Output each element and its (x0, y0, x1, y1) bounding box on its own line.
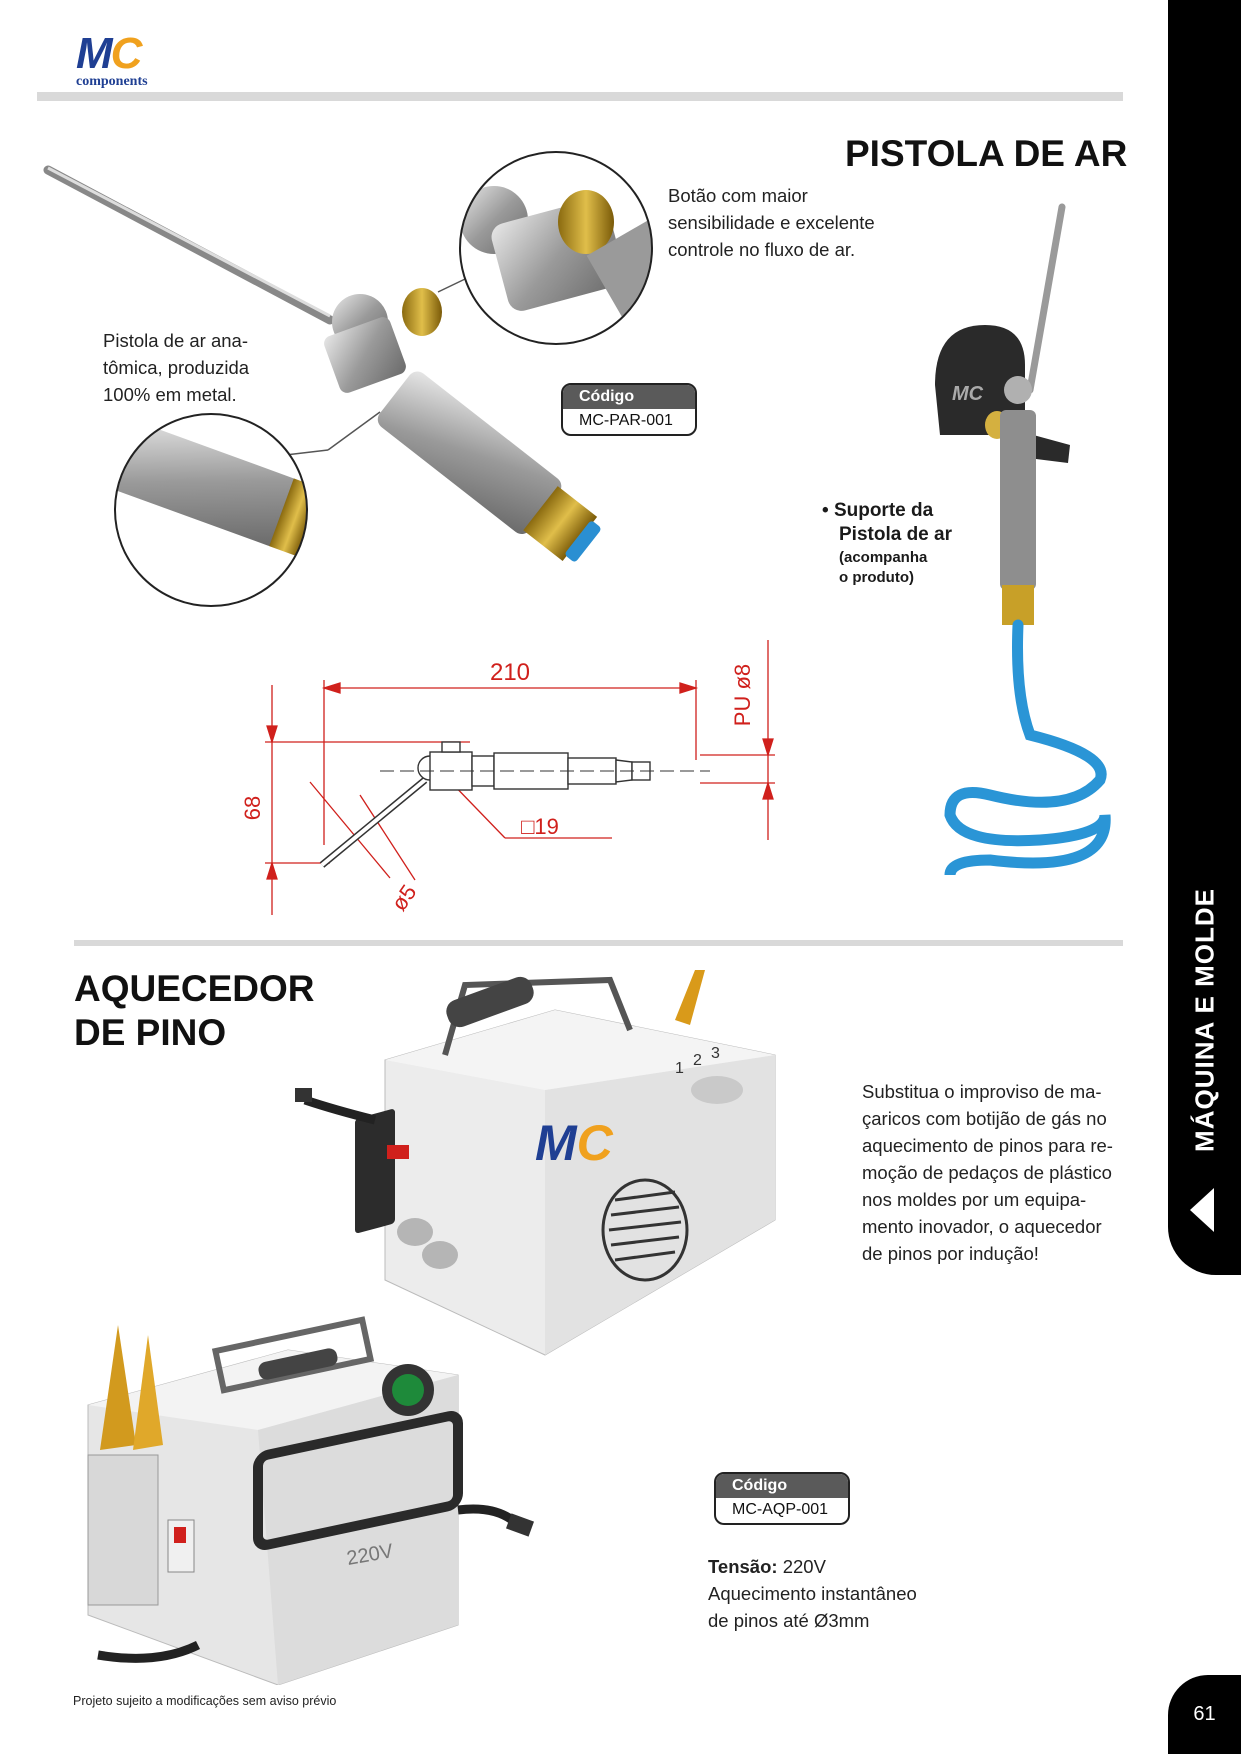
section-title-pistola: PISTOLA DE AR (845, 133, 1128, 174)
page-number: 61 (1168, 1675, 1241, 1754)
button-detail-zoom (458, 150, 654, 346)
callout-button-text: Botão com maior sensibilidade e excelente controle no fluxo de ar. (668, 185, 875, 260)
svg-text:1: 1 (675, 1060, 684, 1077)
device-voltage-label: 220V (345, 1540, 395, 1570)
code-box-aquecedor (714, 1472, 850, 1525)
code-label: Código (716, 1474, 848, 1498)
support-subtitle: (acompanha o produto) (839, 549, 928, 586)
back-arrow-icon[interactable] (1190, 1188, 1214, 1232)
dimension-length: 210 (489, 659, 531, 686)
logo-subtitle: components (76, 74, 148, 89)
section-title-aquecedor: AQUECEDOR DE PINO (74, 968, 315, 1053)
code-label: Código (563, 385, 695, 409)
code-value: MC-AQP-001 (732, 1501, 829, 1518)
body-detail-zoom (113, 412, 309, 608)
heater-specs: Tensão: 220V Aquecimento instantâneo de pinos até Ø3mm (708, 1556, 917, 1631)
dimension-tube: ø5 (386, 880, 422, 916)
callout-body-text: Pistola de ar ana- tômica, produzida 100% em metal. (103, 330, 250, 405)
dimension-height: 68 (240, 795, 265, 821)
pin-heater-front-illustration (78, 1295, 598, 1685)
svg-text:MC: MC (952, 383, 984, 405)
footer-disclaimer: Projeto sujeito a modificações sem aviso prévio (73, 1694, 337, 1708)
svg-text:2: 2 (693, 1052, 702, 1069)
dimension-hose: PU ø8 (730, 663, 755, 727)
code-box-pistola (561, 383, 697, 436)
heater-description: Substitua o improviso de ma- çaricos com botijão de gás no aquecimento de pinos para re- moção de pedaços de plástico nos moldes por um equipa- mento inovador, o aquecedor de pinos por indução! (862, 1081, 1113, 1264)
section-divider (74, 940, 1123, 946)
header-divider (37, 92, 1123, 101)
side-tab-label: MÁQUINA E MOLDE (1189, 888, 1219, 1152)
gun-support-illustration (930, 195, 1120, 875)
technical-drawing (230, 640, 790, 920)
code-value: MC-PAR-001 (579, 412, 673, 429)
svg-text:3: 3 (711, 1045, 720, 1062)
dimension-square: □19 (521, 814, 559, 839)
support-title: • Suporte da Pistola de ar (822, 500, 952, 545)
mc-components-logo: MC components (76, 29, 148, 89)
svg-text:MC: MC (535, 1115, 613, 1171)
